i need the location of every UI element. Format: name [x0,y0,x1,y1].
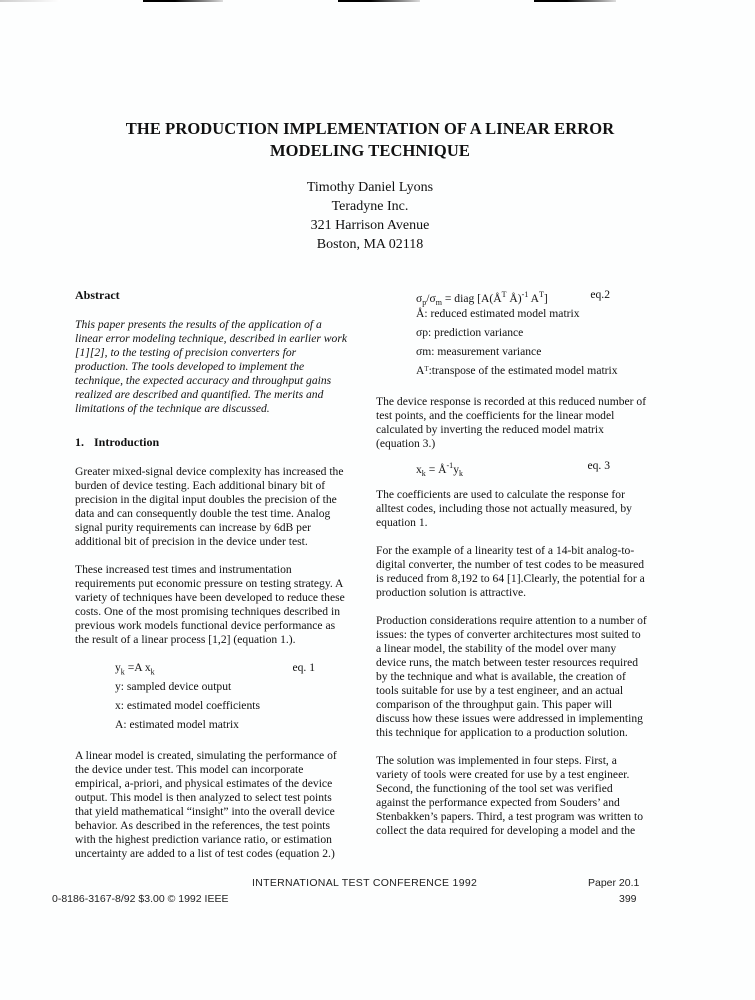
body-paragraph: The coefficients are used to calculate the response for alltest codes, including those not actually measured, by equation 1. [376,488,632,529]
conference-name: INTERNATIONAL TEST CONFERENCE 1992 [252,877,478,889]
equation-1-formula: $y_k =A$ $x_k$ [115,661,155,677]
page-number: 399 [619,893,637,905]
scan-edge-mark [0,0,60,2]
equation-3 [376,459,648,478]
equation-2 [376,288,648,307]
definition: Å: reduced estimated model matrix [416,307,580,320]
address-line-1: 321 Harrison Avenue [310,218,430,233]
author-block [200,178,540,254]
equation-1-definitions [115,680,349,737]
paper-number: Paper 20.1 [588,877,640,889]
equation-2-definitions [416,307,648,383]
equation-3-formula: $x_k$ = $Å^{-1}y_k$ [416,461,463,479]
section-number: 1. [75,435,84,449]
copyright-line: 0-8186-3167-8/92 $3.00 © 1992 IEEE [52,893,229,905]
definition: σp: prediction variance [416,326,524,339]
definition: Aᵀ:transpose of the estimated model matrix [416,364,618,377]
affiliation: Teradyne Inc. [331,199,409,214]
body-paragraph: The device response is recorded at this reduced number of test points, and the coefficients for the linear model calculated by inverting the reduced model matrix (equation 3.) [376,395,647,450]
scan-edge-mark [143,0,223,2]
body-paragraph: Production considerations require attention to a number of issues: the types of converter architectures most suited to a linear model, the stability of the model over many device runs, the match between tester resources required by the technique and what is available, the creation of tools suitable for use by a test engineer, and an actual comparison of the throughput gain. This paper will discuss how these issues were addressed in implementing this technique for application to a production solution. [376,614,647,739]
definition: A: estimated model matrix [115,718,239,731]
right-column [376,288,648,852]
equation-2-formula: $\sigma_p/\sigma_m$ = diag [$A(Å^T$ Å)$^{-1}$ $A^T$] [416,290,548,308]
abstract-text: This paper presents the results of the application of a linear error modeling technique, described in earlier work [1][2], to the testing of precision converters for production. The tools developed to implement the technique, the expected accuracy and throughput gains realized are described and quantified. The merits and limitations of the technique are discussed. [75,318,347,415]
definition: x: estimated model coefficients [115,699,260,712]
title-line-2: MODELING TECHNIQUE [270,141,470,160]
introduction-heading [75,435,349,449]
equation-3-label: eq. 3 [587,459,610,472]
address-line-2: Boston, MA 02118 [316,237,424,252]
scan-edge-mark [534,0,616,2]
section-title: Introduction [94,435,160,449]
definition: y: sampled device output [115,680,232,693]
definition: σm: measurement variance [416,345,542,358]
title-line-1: THE PRODUCTION IMPLEMENTATION OF A LINEAR ERROR [125,119,615,138]
intro-paragraph-3: A linear model is created, simulating the performance of the device under test. This model can incorporate empirical, a-priori, and physical estimates of the device output. This model is then analyzed to select test points that yield mathematical “insight” into the overall device behavior. As described in the references, the test points with the highest prediction variance ratio, or estimation uncertainty are added to a list of test codes (equation 2.) [75,749,337,860]
abstract-heading: Abstract [75,288,120,302]
body-paragraph: The solution was implemented in four steps. First, a variety of tools were created for use by a test engineer. Second, the functioning of the tool set was verified against the performance expected from Souders’ and Stenbakken’s papers. Third, a test program was written to collect the data required for developing a model and the [376,754,644,837]
intro-paragraph-1: Greater mixed-signal device complexity has increased the burden of device testing. Each additional binary bit of precision in the digital input doubles the precision of the data and can consequently double the test time. Analog signal purity requirements can increase by 6dB per additional bit of precision in the device under test. [75,465,344,548]
equation-1-label: eq. 1 [292,661,315,674]
equation-1 [75,661,349,680]
intro-paragraph-2: These increased test times and instrumentation requirements put economic pressure on testing strategy. A variety of techniques have been developed to reduce these costs. One of the most promising techniques described in previous work models functional device performance as the result of a linear process [1,2] (equation 1.). [75,563,345,646]
paper-title [60,118,680,162]
left-column [75,288,349,875]
equation-2-label: eq.2 [590,288,610,301]
body-paragraph: For the example of a linearity test of a 14-bit analog-to-digital converter, the number of test codes to be measured is reduced from 8,192 to 64 [1].Clearly, the potential for a production solution is attractive. [376,544,645,599]
scan-edge-mark [338,0,420,2]
author-name: Timothy Daniel Lyons [306,180,434,195]
